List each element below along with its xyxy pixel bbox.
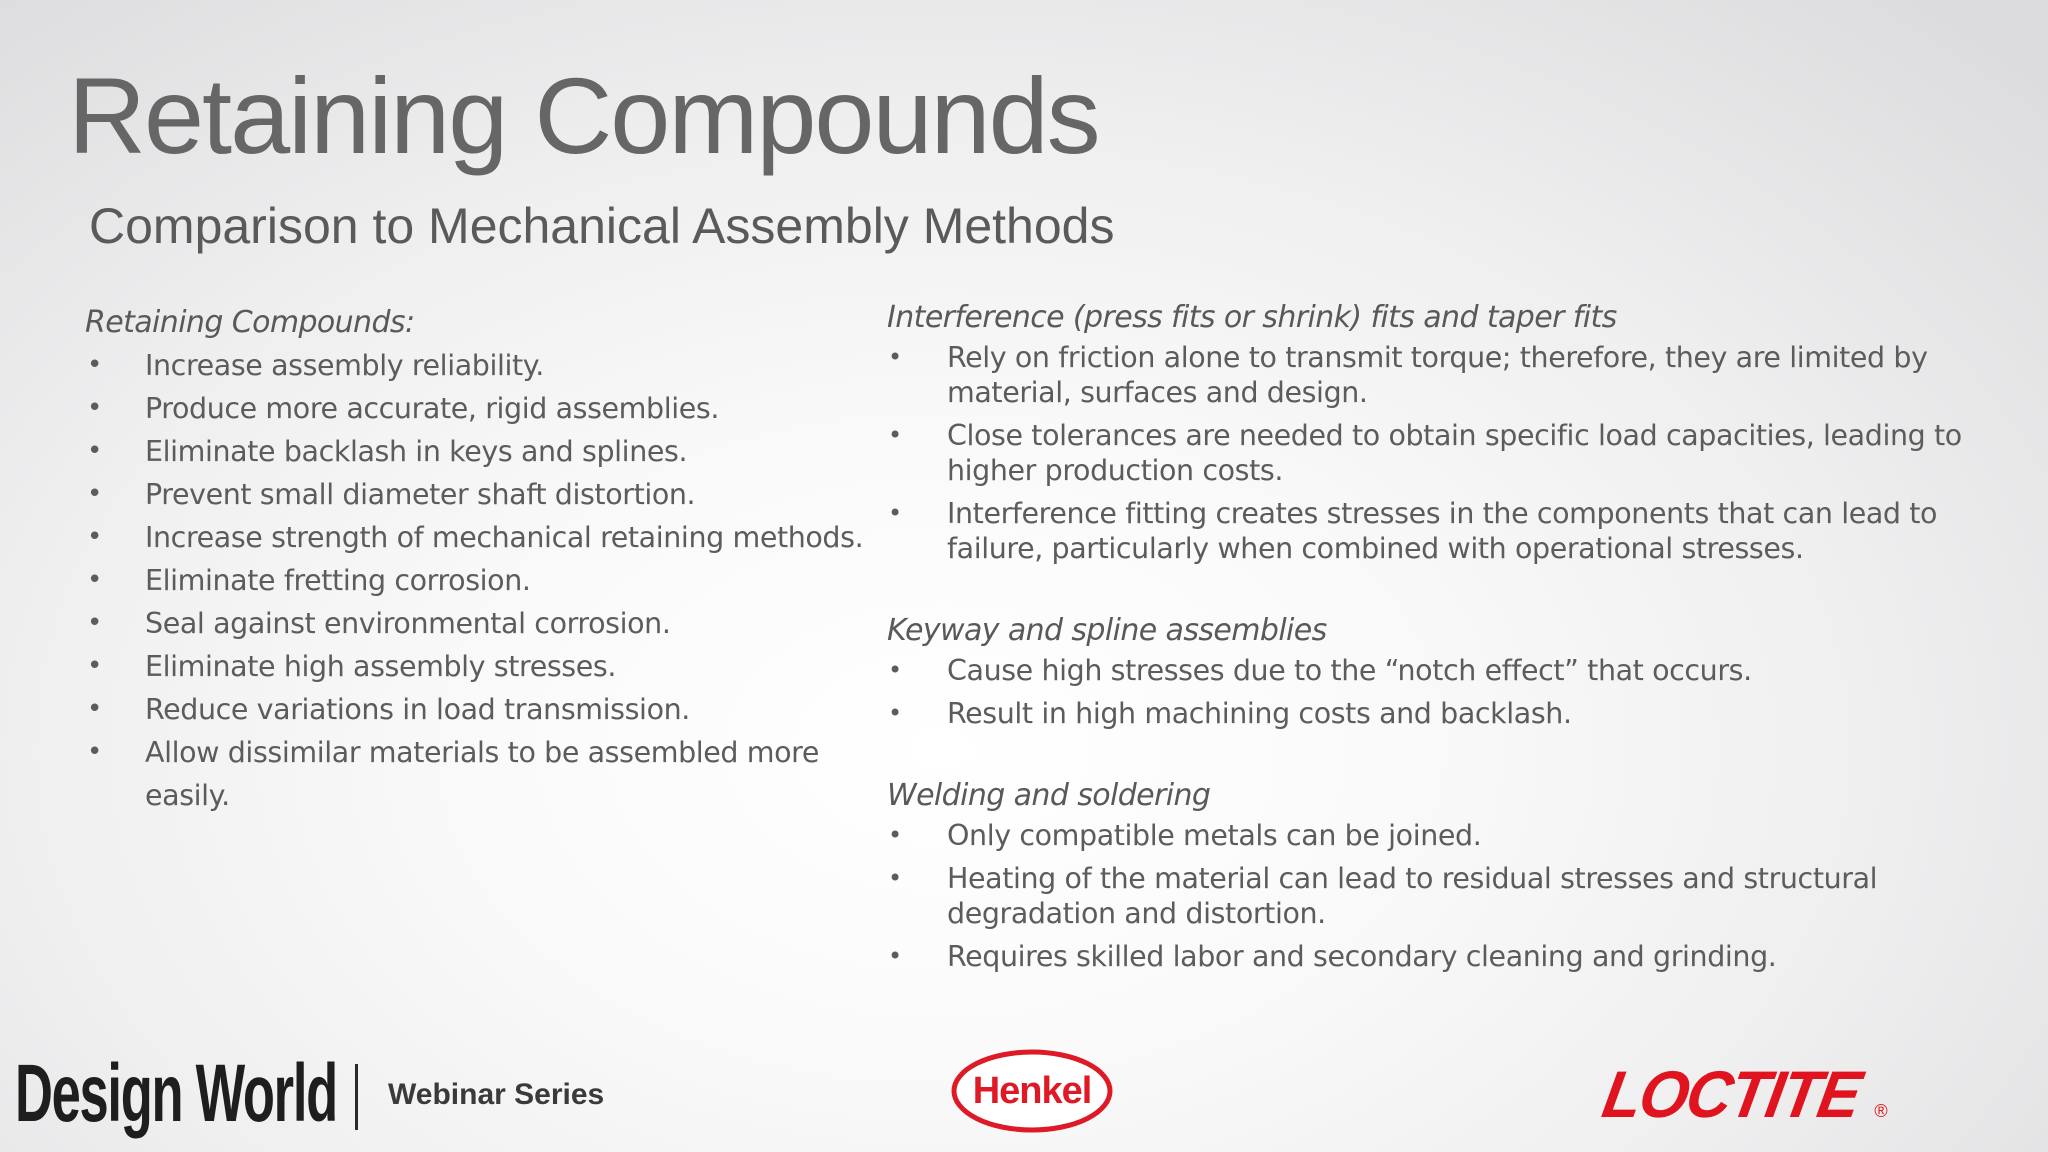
bullet-icon: • <box>888 421 902 449</box>
loctite-wordmark: LOCTITE <box>1597 1057 1866 1131</box>
list-item <box>85 430 875 473</box>
bullet-icon: • <box>888 343 902 371</box>
list-item <box>887 939 1997 974</box>
bullet-text: Only compatible metals can be joined. <box>947 819 1482 852</box>
list-item <box>85 387 875 430</box>
retaining-compounds-column <box>85 302 875 817</box>
bullet-text: Eliminate backlash in keys and splines. <box>145 435 688 468</box>
henkel-logo <box>950 1048 1114 1134</box>
bullet-icon: • <box>87 737 102 767</box>
section-heading: Interference (press fits or shrink) fits and taper fits <box>887 300 1617 335</box>
bullet-text: Reduce variations in load transmission. <box>145 693 690 726</box>
list-item <box>85 473 875 516</box>
bullet-text: Heating of the material can lead to residual stresses and structural degradation and distortion. <box>947 862 1878 930</box>
design-world-logo <box>15 1048 605 1139</box>
bullet-icon: • <box>87 565 102 595</box>
list-item <box>887 818 1997 853</box>
list-item <box>85 645 875 688</box>
bullet-text: Close tolerances are needed to obtain specific load capacities, leading to higher production costs. <box>947 419 1962 487</box>
section-heading: Welding and soldering <box>887 778 1211 813</box>
list-item <box>85 516 875 559</box>
list-item <box>85 344 875 387</box>
list-item <box>887 653 1997 688</box>
list-item <box>887 496 1997 566</box>
bullet-text: Increase assembly reliability. <box>145 349 544 382</box>
left-heading: Retaining Compounds: <box>85 305 415 340</box>
slide-title: Retaining Compounds <box>68 55 1099 176</box>
list-item <box>887 861 1997 931</box>
list-item <box>887 696 1997 731</box>
bullet-text: Result in high machining costs and backlash. <box>947 697 1572 730</box>
bullet-text: Prevent small diameter shaft distortion. <box>145 478 696 511</box>
slide-subtitle: Comparison to Mechanical Assembly Methods <box>89 198 1115 254</box>
loctite-logo <box>1597 1054 1888 1134</box>
list-item <box>887 418 1997 488</box>
registered-mark: ® <box>1874 1100 1888 1121</box>
list-item <box>85 602 875 645</box>
bullet-icon: • <box>87 479 102 509</box>
list-item <box>85 559 875 602</box>
bullet-icon: • <box>87 694 102 724</box>
bullet-text: Eliminate fretting corrosion. <box>145 564 531 597</box>
bullet-icon: • <box>87 608 102 638</box>
bullet-text: Cause high stresses due to the “notch effect” that occurs. <box>947 654 1752 687</box>
bullet-text: Rely on friction alone to transmit torque; therefore, they are limited by material, surfaces and design. <box>947 341 1928 409</box>
bullet-text: Increase strength of mechanical retaining methods. <box>145 521 864 554</box>
list-item <box>85 731 875 817</box>
bullet-icon: • <box>888 942 902 970</box>
bullet-icon: • <box>87 436 102 466</box>
design-world-wordmark: Design World <box>15 1048 337 1139</box>
bullet-icon: • <box>888 499 902 527</box>
bullet-icon: • <box>87 651 102 681</box>
bullet-text: Requires skilled labor and secondary cleaning and grinding. <box>947 940 1777 973</box>
bullet-text: Eliminate high assembly stresses. <box>145 650 616 683</box>
bullet-icon: • <box>888 656 902 684</box>
bullet-icon: • <box>888 864 902 892</box>
list-item <box>887 340 1997 410</box>
benefits-list <box>85 344 875 817</box>
bullet-text: Interference fitting creates stresses in the components that can lead to failure, particularly when combined with operational stresses. <box>947 497 1938 565</box>
bullet-text: Seal against environmental corrosion. <box>145 607 671 640</box>
bullet-icon: • <box>888 821 902 849</box>
henkel-wordmark: Henkel <box>972 1069 1092 1112</box>
bullet-icon: • <box>87 522 102 552</box>
bullet-text: Produce more accurate, rigid assemblies. <box>145 392 720 425</box>
bullet-icon: • <box>888 699 902 727</box>
bullet-icon: • <box>87 393 102 423</box>
logo-divider <box>355 1064 358 1130</box>
webinar-series-label: Webinar Series <box>388 1078 605 1111</box>
keyway-spline-list <box>887 653 1997 731</box>
interference-fits-list <box>887 340 1997 566</box>
bullet-icon: • <box>87 350 102 380</box>
section-heading: Keyway and spline assemblies <box>887 613 1327 648</box>
mechanical-methods-column <box>887 297 1997 982</box>
welding-soldering-list <box>887 818 1997 974</box>
bullet-text: Allow dissimilar materials to be assembled more easily. <box>145 736 819 812</box>
list-item <box>85 688 875 731</box>
